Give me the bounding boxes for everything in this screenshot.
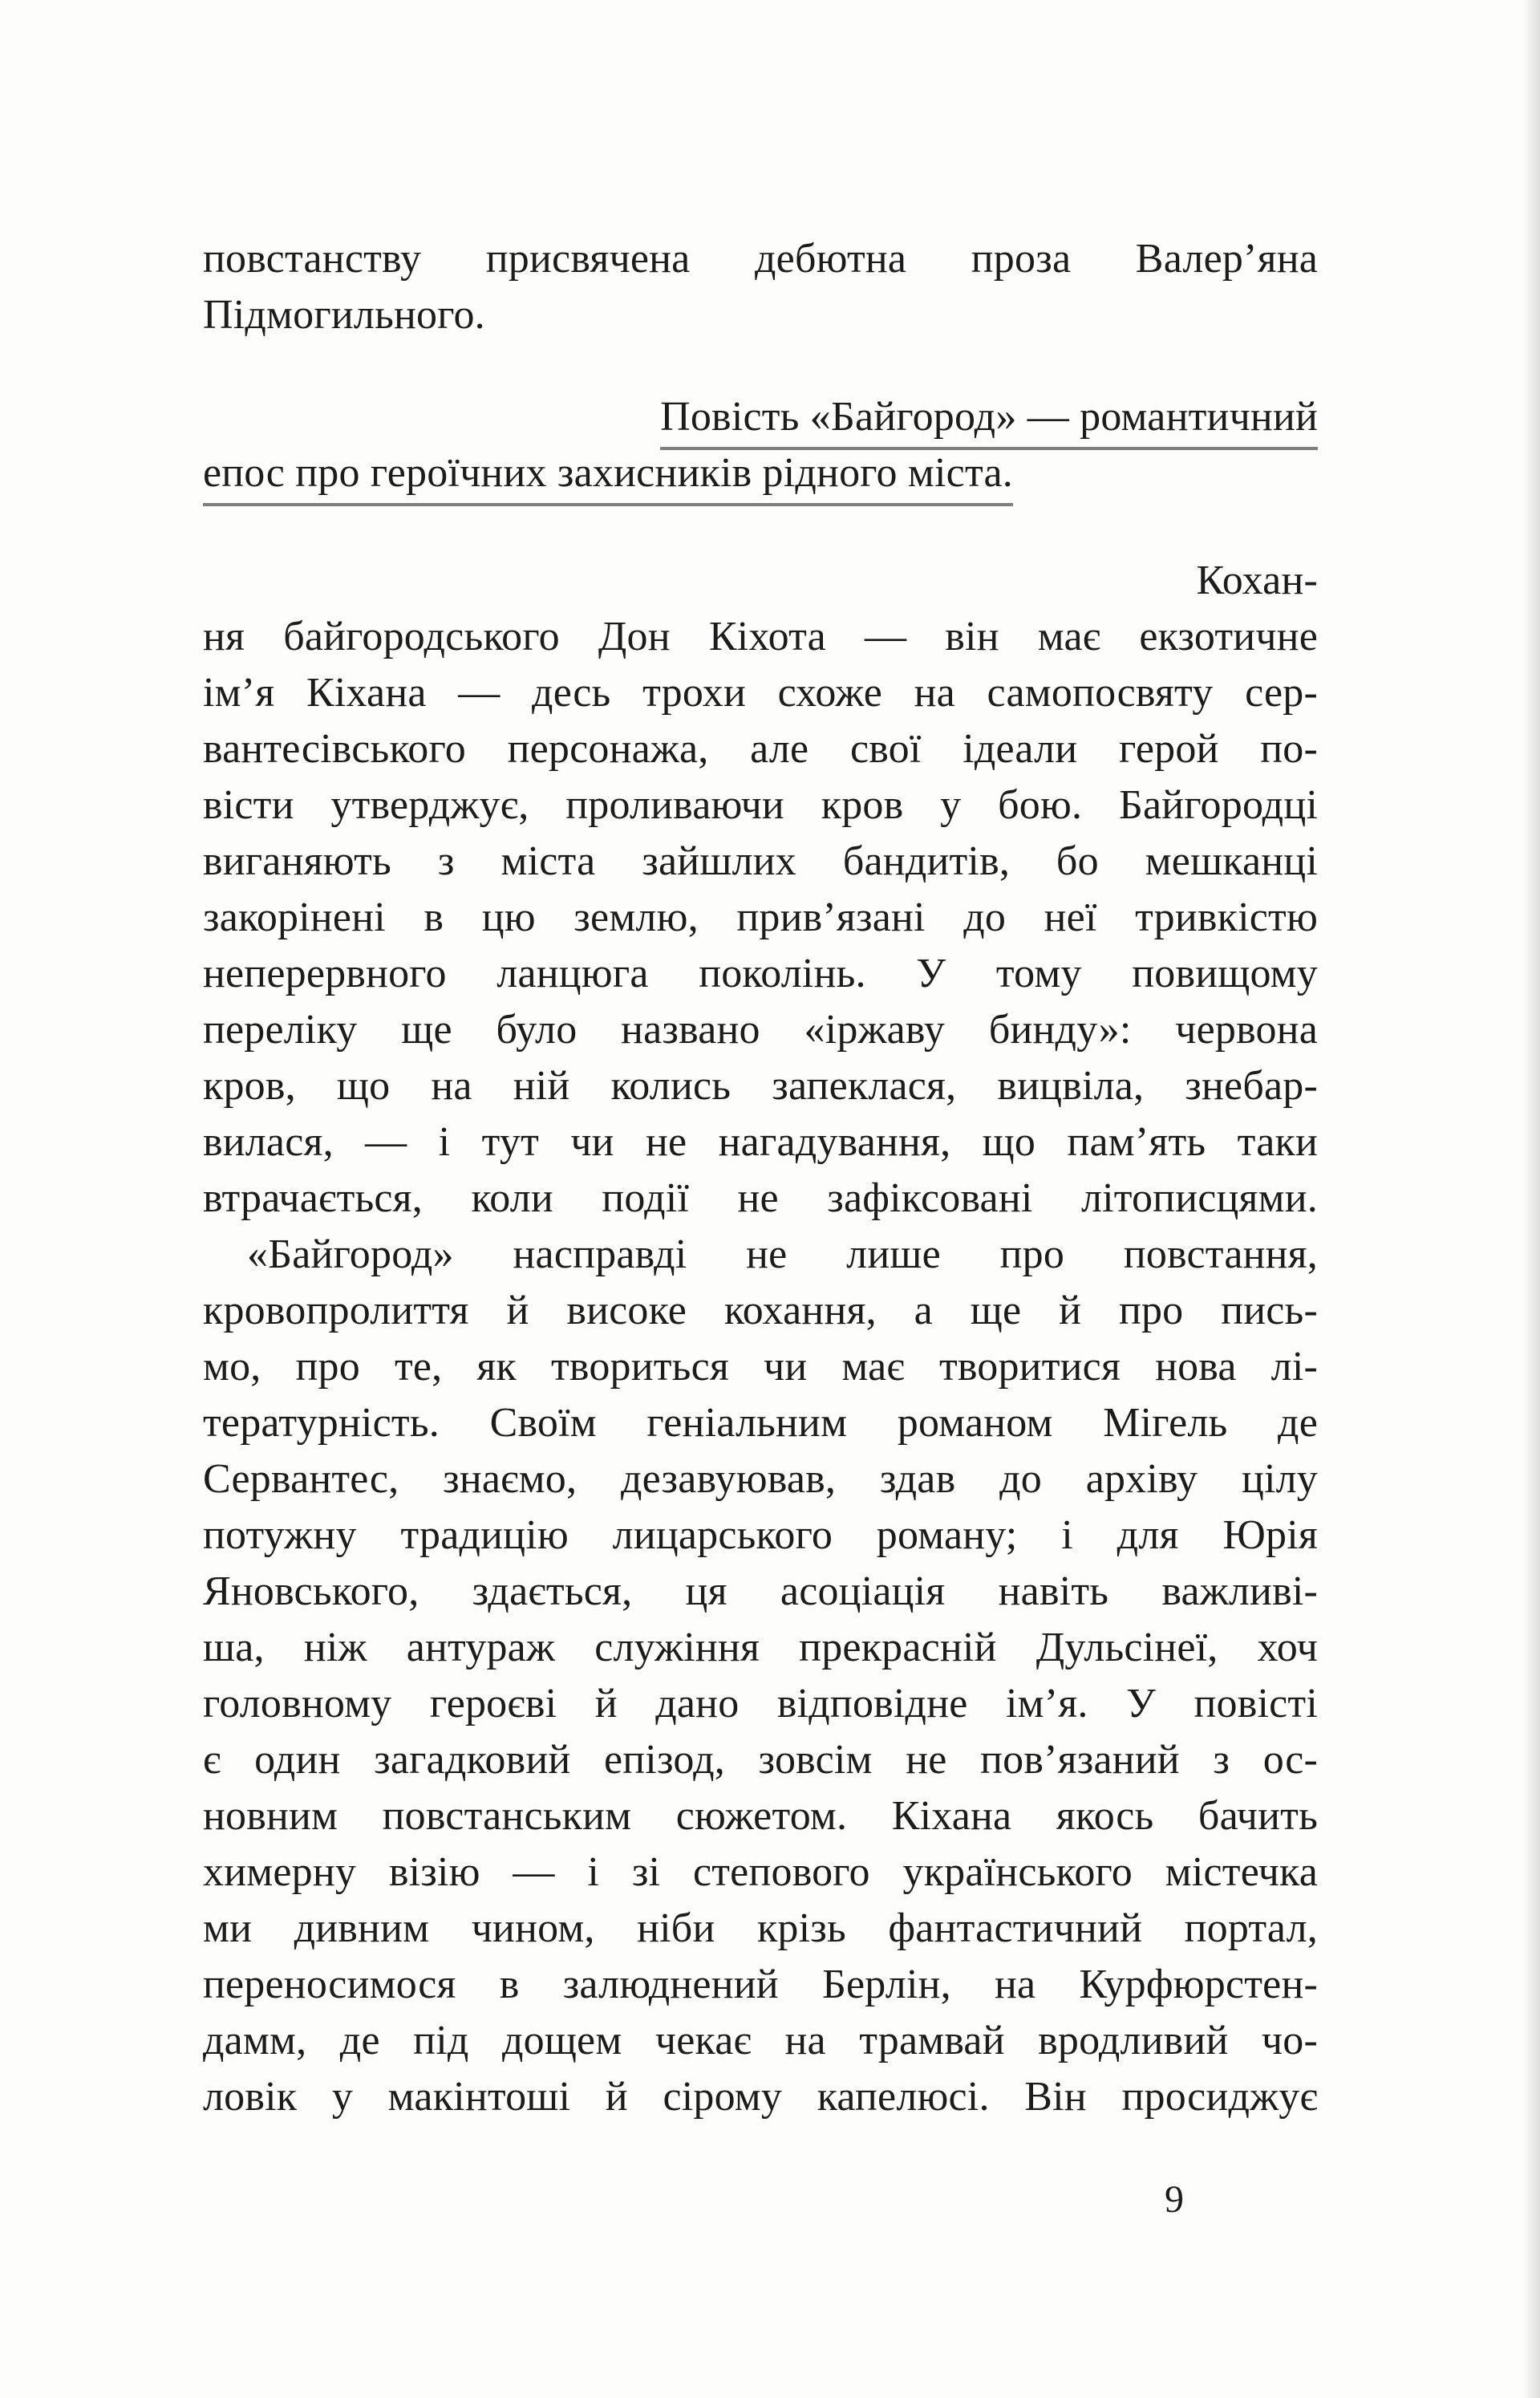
text-line: переносимося в залюднений Берлін, на Курфюрстен- [203, 1962, 1318, 2007]
text-line: Кохан- [1196, 558, 1318, 603]
paragraph-love-of-kikhana [203, 553, 1318, 1227]
text-line: Яновського, здається, ця асоціація навіть важливі- [203, 1568, 1318, 1614]
text-line: вантесівського персонажа, але свої ідеали герой по- [203, 726, 1318, 772]
text-line: ловік у макінтоші й сірому капелюсі. Він просиджує [203, 2074, 1318, 2120]
text-line: переліку ще було названо «іржаву бинду»: червона [203, 1007, 1318, 1053]
text-line: втрачається, коли події не зафіксовані літописцями. [203, 1175, 1318, 1221]
text-line: кров, що на ній колись запеклася, вицвіла, знебар- [203, 1063, 1318, 1109]
text-line: Підмогильного. [203, 292, 485, 338]
text-line: мо, про те, як твориться чи має творитися нова лі- [203, 1344, 1318, 1390]
text-line: ми дивним чином, ніби крізь фантастичний портал, [203, 1905, 1318, 1951]
text-line: є один загадковий епізод, зовсім не пов’язаний з ос- [203, 1737, 1318, 1783]
text-line: «Байгород» насправді не лише про повстання, [247, 1231, 1318, 1277]
page-edge-shadow [1522, 0, 1540, 2398]
text-line: кровопролиття й високе кохання, а ще й про пись- [203, 1288, 1318, 1333]
underlined-line [203, 445, 1318, 501]
text-line: повстанству присвячена дебютна проза Валер’яна [203, 236, 1318, 282]
underlined-line [203, 389, 1318, 445]
text-line: головному героєві й дано відповідне ім’я. У повісті [203, 1681, 1318, 1726]
text-line: дамм, де під дощем чекає на трамвай вродливий чо- [203, 2018, 1318, 2063]
text-line: потужну традицію лицарського роману; і для Юрія [203, 1512, 1318, 1558]
page-number: 9 [1165, 2178, 1184, 2221]
text-line: неперервного ланцюга поколінь. У тому повищому [203, 951, 1318, 996]
paragraph-baihorod-about-writing [203, 1227, 1318, 2125]
text-line: тературність. Своїм геніальним романом Мігель де [203, 1400, 1318, 1446]
text-line: химерну візію — і зі степового українського містечка [203, 1849, 1318, 1895]
text-line: ша, ніж антураж служіння прекрасній Дульсінеї, хоч [203, 1625, 1318, 1670]
text-line: новним повстанським сюжетом. Кіхана якось бачить [203, 1793, 1318, 1839]
text-column [203, 231, 1318, 2125]
underlined-text: епос про героїчних захисників рідного міста. [203, 450, 1013, 506]
continuation-paragraph [203, 231, 1318, 343]
text-line: ня байгородського Дон Кіхота — він має екзотичне [203, 614, 1318, 659]
text-line: Сервантес, знаємо, дезавуював, здав до архіву цілу [203, 1456, 1318, 1502]
text-line: ім’я Кіхана — десь трохи схоже на самопосвяту сер- [203, 670, 1318, 716]
underlined-text: Повість «Байгород» — романтичний [660, 394, 1318, 450]
text-line: закорінені в цю землю, прив’язані до неї тривкістю [203, 895, 1318, 940]
text-line: вилася, — і тут чи не нагадування, що пам’ять таки [203, 1119, 1318, 1165]
text-line: вісти утверджує, проливаючи кров у бою. Байгородці [203, 782, 1318, 828]
text-line: виганяють з міста зайшлих бандитів, бо мешканці [203, 838, 1318, 884]
highlighted-thesis [203, 389, 1318, 501]
